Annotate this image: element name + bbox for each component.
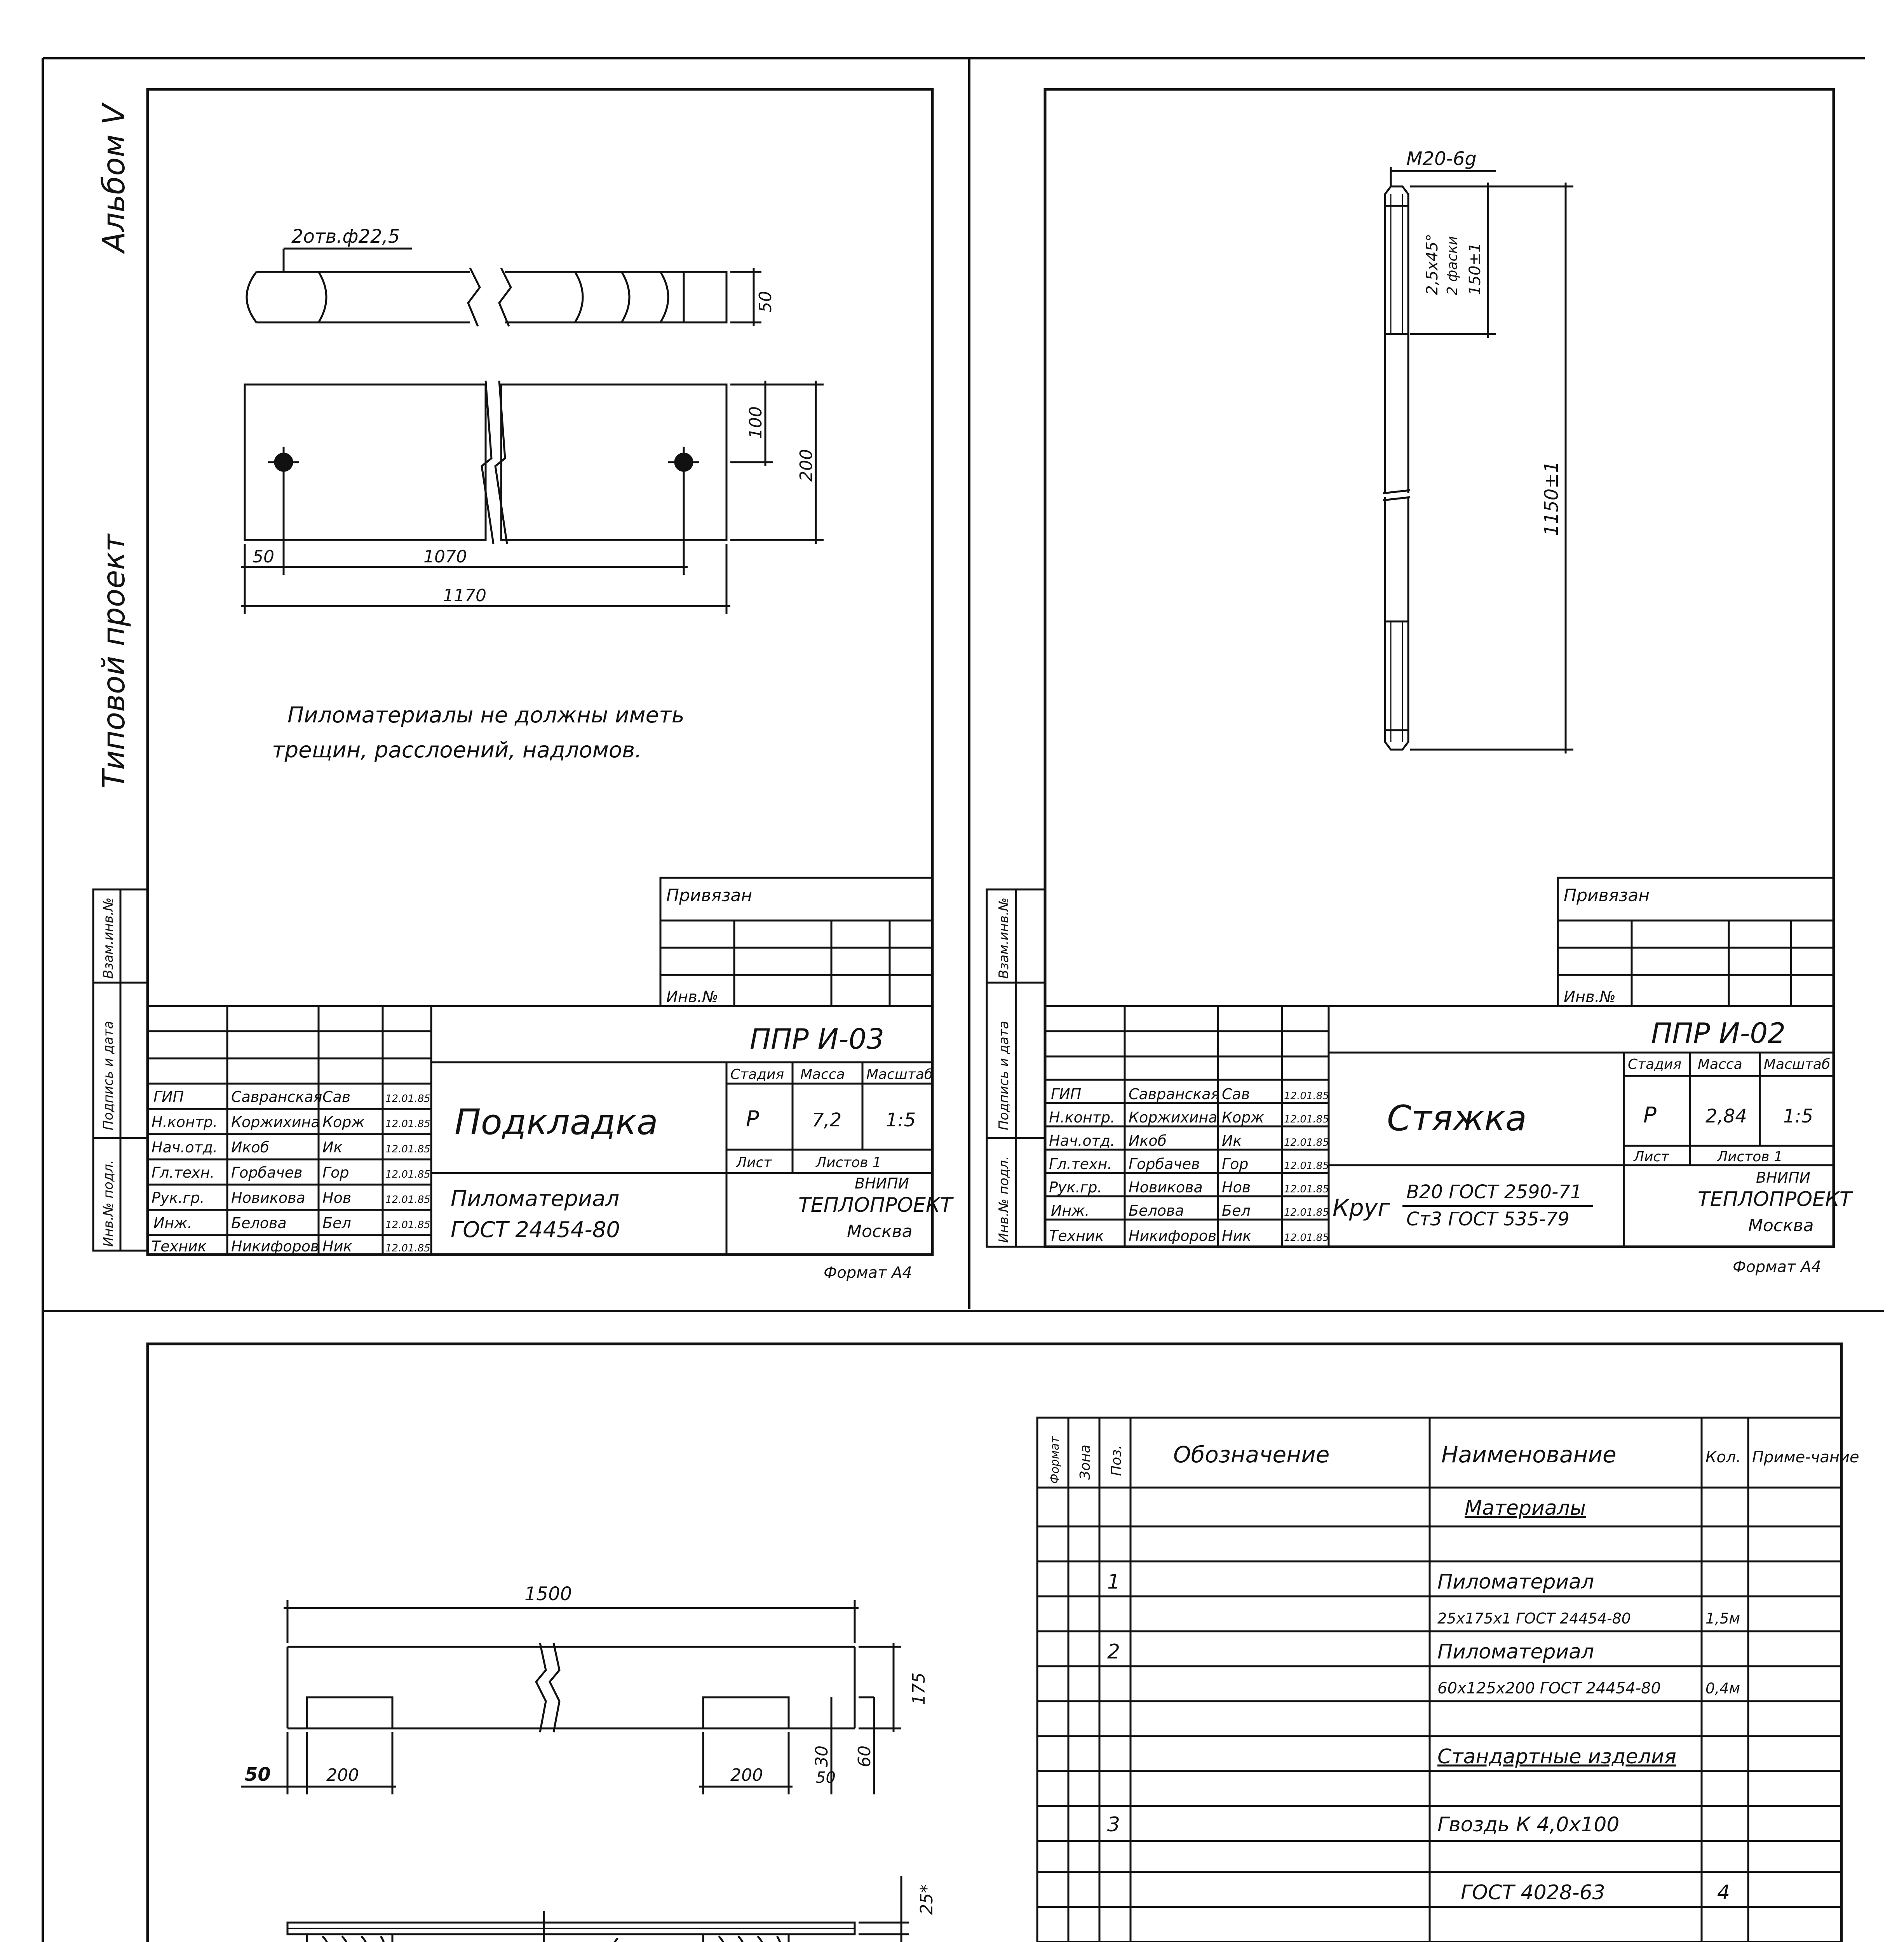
spec-header-note: Приме-чание [1752, 1448, 1859, 1466]
sheet1-title: Подкладка [455, 1102, 658, 1143]
sheet3-dim-top25: 25* [917, 1885, 937, 1915]
svg-text:Новикова: Новикова [1129, 1179, 1203, 1196]
svg-text:Техник: Техник [152, 1238, 207, 1255]
svg-text:Сав: Сав [322, 1088, 351, 1105]
sheet1-org: ВНИПИ [855, 1175, 909, 1192]
sheet2-list-label: Лист [1634, 1149, 1669, 1165]
sheet2-inv-label: Инв.№ [1564, 988, 1616, 1006]
svg-text:12.01.85: 12.01.85 [385, 1169, 430, 1180]
album-label: Альбом V [97, 104, 132, 252]
sheet1-dim-holes: 2отв.ф22,5 [291, 226, 400, 247]
svg-text:Инж.: Инж. [153, 1215, 192, 1232]
margin-cell-sign: Подпись и дата [101, 1021, 116, 1130]
spec-header-format: Формат [1048, 1436, 1062, 1484]
sheet1-list-label: Лист [736, 1155, 772, 1171]
svg-text:Горбачев: Горбачев [231, 1164, 303, 1181]
svg-text:Коржихина: Коржихина [231, 1114, 320, 1131]
svg-text:Никифоров: Никифоров [231, 1238, 319, 1255]
svg-text:12.01.85: 12.01.85 [1284, 1183, 1329, 1195]
sheet1-format: Формат А4 [824, 1264, 912, 1282]
spec-header-qty: Кол. [1705, 1448, 1741, 1466]
sheet1-scale-label: Масштаб [866, 1067, 933, 1082]
svg-text:Корж: Корж [322, 1114, 365, 1131]
svg-text:Нов: Нов [1222, 1179, 1251, 1196]
svg-text:Никифоров: Никифоров [1129, 1227, 1217, 1244]
svg-text:Савранская: Савранская [231, 1088, 322, 1105]
sheet1-dim-hole-spacing: 1070 [423, 547, 467, 567]
sheet3-dim-pad: 200 [326, 1765, 359, 1785]
svg-text:Бел: Бел [322, 1215, 351, 1232]
svg-text:Корж: Корж [1222, 1109, 1264, 1126]
sheet3-dim-thk30: 30 [812, 1745, 832, 1767]
project-type-label: Типовой проект [97, 534, 132, 788]
svg-text:12.01.85: 12.01.85 [385, 1194, 430, 1206]
sheet2-dim-chamfer2: 2 фаски [1444, 236, 1460, 295]
sheet2-drawing-code: ППР И-02 [1651, 1017, 1786, 1049]
sheet2-material-2: Ст3 ГОСТ 535-79 [1406, 1208, 1570, 1230]
margin-cell-replace-2: Взам.инв.№ [996, 897, 1012, 979]
svg-text:12.01.85: 12.01.85 [1284, 1232, 1329, 1244]
svg-text:ГОСТ 4028-63: ГОСТ 4028-63 [1461, 1881, 1605, 1904]
svg-text:Горбачев: Горбачев [1129, 1155, 1200, 1173]
sheet2-material-1: В20 ГОСТ 2590-71 [1406, 1181, 1582, 1203]
svg-text:Гвоздь К 4,0х100: Гвоздь К 4,0х100 [1437, 1813, 1620, 1836]
svg-text:Н.контр.: Н.контр. [152, 1114, 218, 1131]
svg-text:Н.контр.: Н.контр. [1049, 1109, 1115, 1126]
spec-row [1437, 1745, 1676, 1768]
svg-text:Техник: Техник [1049, 1227, 1104, 1244]
sheet2-material-label: Круг [1333, 1194, 1390, 1222]
svg-text:1: 1 [1107, 1570, 1120, 1594]
svg-text:Нов: Нов [322, 1189, 352, 1206]
sheet1-scale: 1:5 [886, 1109, 916, 1131]
sheet2-mass-label: Масса [1698, 1056, 1742, 1072]
svg-text:Новикова: Новикова [231, 1189, 305, 1206]
sheet1-mass: 7,2 [812, 1109, 842, 1131]
sheet1-note-line1: Пиломатериалы не должны иметь [287, 703, 685, 728]
sheet1-note-line2: трещин, расслоений, надломов. [272, 738, 642, 763]
spec-row [1465, 1497, 1586, 1520]
sheet2-mass: 2,84 [1705, 1105, 1747, 1127]
sheet2-dim-thread: М20-6g [1406, 148, 1477, 170]
svg-text:3: 3 [1107, 1813, 1120, 1836]
sheet1-org-name: ТЕПЛОПРОЕКТ [798, 1194, 953, 1217]
svg-text:1,5м: 1,5м [1705, 1610, 1740, 1627]
svg-text:Нач.отд.: Нач.отд. [1049, 1132, 1115, 1149]
svg-text:Гл.техн.: Гл.техн. [152, 1164, 215, 1181]
sheet2-dim-length: 1150±1 [1541, 461, 1563, 536]
svg-text:12.01.85: 12.01.85 [1284, 1137, 1329, 1148]
svg-text:Нач.отд.: Нач.отд. [152, 1139, 218, 1156]
svg-text:Белова: Белова [231, 1215, 287, 1232]
sheet3-dim-pad-r: 200 [730, 1765, 763, 1785]
sheet1-material-2: ГОСТ 24454-80 [451, 1217, 620, 1242]
sheet1-material-1: Пиломатериал [451, 1186, 620, 1211]
svg-text:Ик: Ик [1222, 1132, 1242, 1149]
spec-header-zone: Зона [1077, 1444, 1093, 1480]
margin-cell-replace: Взам.инв.№ [101, 897, 116, 979]
svg-text:Савранская: Савранская [1129, 1086, 1220, 1103]
sheet1-dim-edge: 50 [253, 547, 274, 567]
sheet1-dim-width: 200 [796, 449, 816, 482]
svg-text:60х125х200 ГОСТ 24454-80: 60х125х200 ГОСТ 24454-80 [1437, 1679, 1661, 1697]
sheet2-scale: 1:5 [1783, 1105, 1813, 1127]
svg-text:Рук.гр.: Рук.гр. [152, 1189, 205, 1206]
sheet3-dim-height: 175 [909, 1672, 929, 1705]
svg-text:Гор: Гор [1222, 1155, 1249, 1173]
svg-text:Гл.техн.: Гл.техн. [1049, 1155, 1112, 1173]
svg-text:12.01.85: 12.01.85 [385, 1143, 430, 1155]
sheet3-dim-thk60: 60 [855, 1745, 874, 1767]
svg-text:Ник: Ник [322, 1238, 352, 1255]
svg-text:12.01.85: 12.01.85 [385, 1093, 430, 1105]
svg-text:4: 4 [1717, 1881, 1730, 1904]
svg-text:Ник: Ник [1222, 1227, 1252, 1244]
sheet2-sheets-total: Листов 1 [1717, 1149, 1783, 1165]
svg-text:Пиломатериал: Пиломатериал [1437, 1640, 1594, 1664]
sheet1-dim-thickness: 50 [756, 291, 775, 313]
sheet1-stage-label: Стадия [730, 1067, 784, 1082]
svg-text:12.01.85: 12.01.85 [1284, 1207, 1329, 1218]
sheet2-dim-thread-len: 150±1 [1466, 242, 1484, 295]
svg-text:ГИП: ГИП [1051, 1086, 1082, 1103]
svg-text:Гор: Гор [322, 1164, 349, 1181]
svg-text:12.01.85: 12.01.85 [385, 1118, 430, 1130]
sheet2-dim-chamfer: 2,5х45° [1423, 233, 1441, 295]
sheet1-dim-half-width: 100 [746, 406, 766, 439]
svg-text:2: 2 [1107, 1640, 1120, 1664]
sheet1-sheets-total: Листов 1 [816, 1155, 881, 1171]
sheet2-city: Москва [1748, 1216, 1814, 1236]
margin-cell-sign-2: Подпись и дата [996, 1021, 1012, 1130]
svg-text:Сав: Сав [1222, 1086, 1250, 1103]
margin-cell-inv-2: Инв.№ подл. [996, 1156, 1012, 1243]
svg-text:0,4м: 0,4м [1705, 1680, 1740, 1697]
spec-header-designation: Обозначение [1173, 1441, 1330, 1468]
svg-text:Рук.гр.: Рук.гр. [1049, 1179, 1102, 1196]
svg-text:Бел: Бел [1222, 1202, 1251, 1219]
svg-text:ГИП: ГИП [153, 1088, 184, 1105]
sheet2-title: Стяжка [1387, 1098, 1527, 1139]
svg-text:12.01.85: 12.01.85 [385, 1242, 430, 1254]
sheet2-format: Формат А4 [1733, 1258, 1821, 1276]
svg-text:12.01.85: 12.01.85 [1284, 1114, 1329, 1125]
sheet1-drawing-code: ППР И-03 [750, 1023, 885, 1055]
svg-text:Ик: Ик [322, 1139, 343, 1156]
sheet2-privyazan-label: Привязан [1564, 886, 1650, 905]
svg-text:12.01.85: 12.01.85 [1284, 1160, 1329, 1172]
sheet2-scale-label: Масштаб [1764, 1056, 1831, 1072]
svg-text:Стандартные изделия: Стандартные изделия [1437, 1745, 1676, 1768]
svg-text:12.01.85: 12.01.85 [1284, 1090, 1329, 1102]
svg-text:Пиломатериал: Пиломатериал [1437, 1570, 1594, 1594]
svg-text:Инж.: Инж. [1051, 1202, 1090, 1219]
svg-text:Коржихина: Коржихина [1129, 1109, 1218, 1126]
sheet2-stage: Р [1643, 1103, 1657, 1128]
sheet3-dim-length: 1500 [524, 1583, 572, 1605]
sheet1-stage: Р [746, 1107, 759, 1132]
svg-text:Белова: Белова [1129, 1202, 1184, 1219]
sheet2-stage-label: Стадия [1628, 1056, 1682, 1072]
sheet1-privyazan-label: Привязан [666, 886, 753, 905]
svg-text:Икоб: Икоб [231, 1139, 270, 1156]
margin-cell-inv: Инв.№ подл. [101, 1160, 116, 1247]
spec-header-name: Наименование [1441, 1441, 1617, 1468]
sheet1-dim-length: 1170 [443, 586, 486, 606]
spec-header-pos: Поз. [1108, 1445, 1124, 1476]
sheet3-dim-thk50: 50 [816, 1769, 836, 1787]
sheet1-city: Москва [847, 1222, 913, 1241]
sheet3-dim-edge: 50 [245, 1764, 271, 1785]
sheet2-org-name: ТЕПЛОПРОЕКТ [1698, 1188, 1852, 1211]
svg-text:25х175х1 ГОСТ 24454-80: 25х175х1 ГОСТ 24454-80 [1437, 1610, 1631, 1627]
sheet1-mass-label: Масса [800, 1067, 845, 1082]
sheet2-org: ВНИПИ [1756, 1169, 1811, 1186]
svg-text:Икоб: Икоб [1129, 1132, 1167, 1149]
svg-text:12.01.85: 12.01.85 [385, 1219, 430, 1231]
svg-text:Материалы: Материалы [1465, 1497, 1586, 1520]
sheet1-inv-label: Инв.№ [666, 988, 718, 1006]
